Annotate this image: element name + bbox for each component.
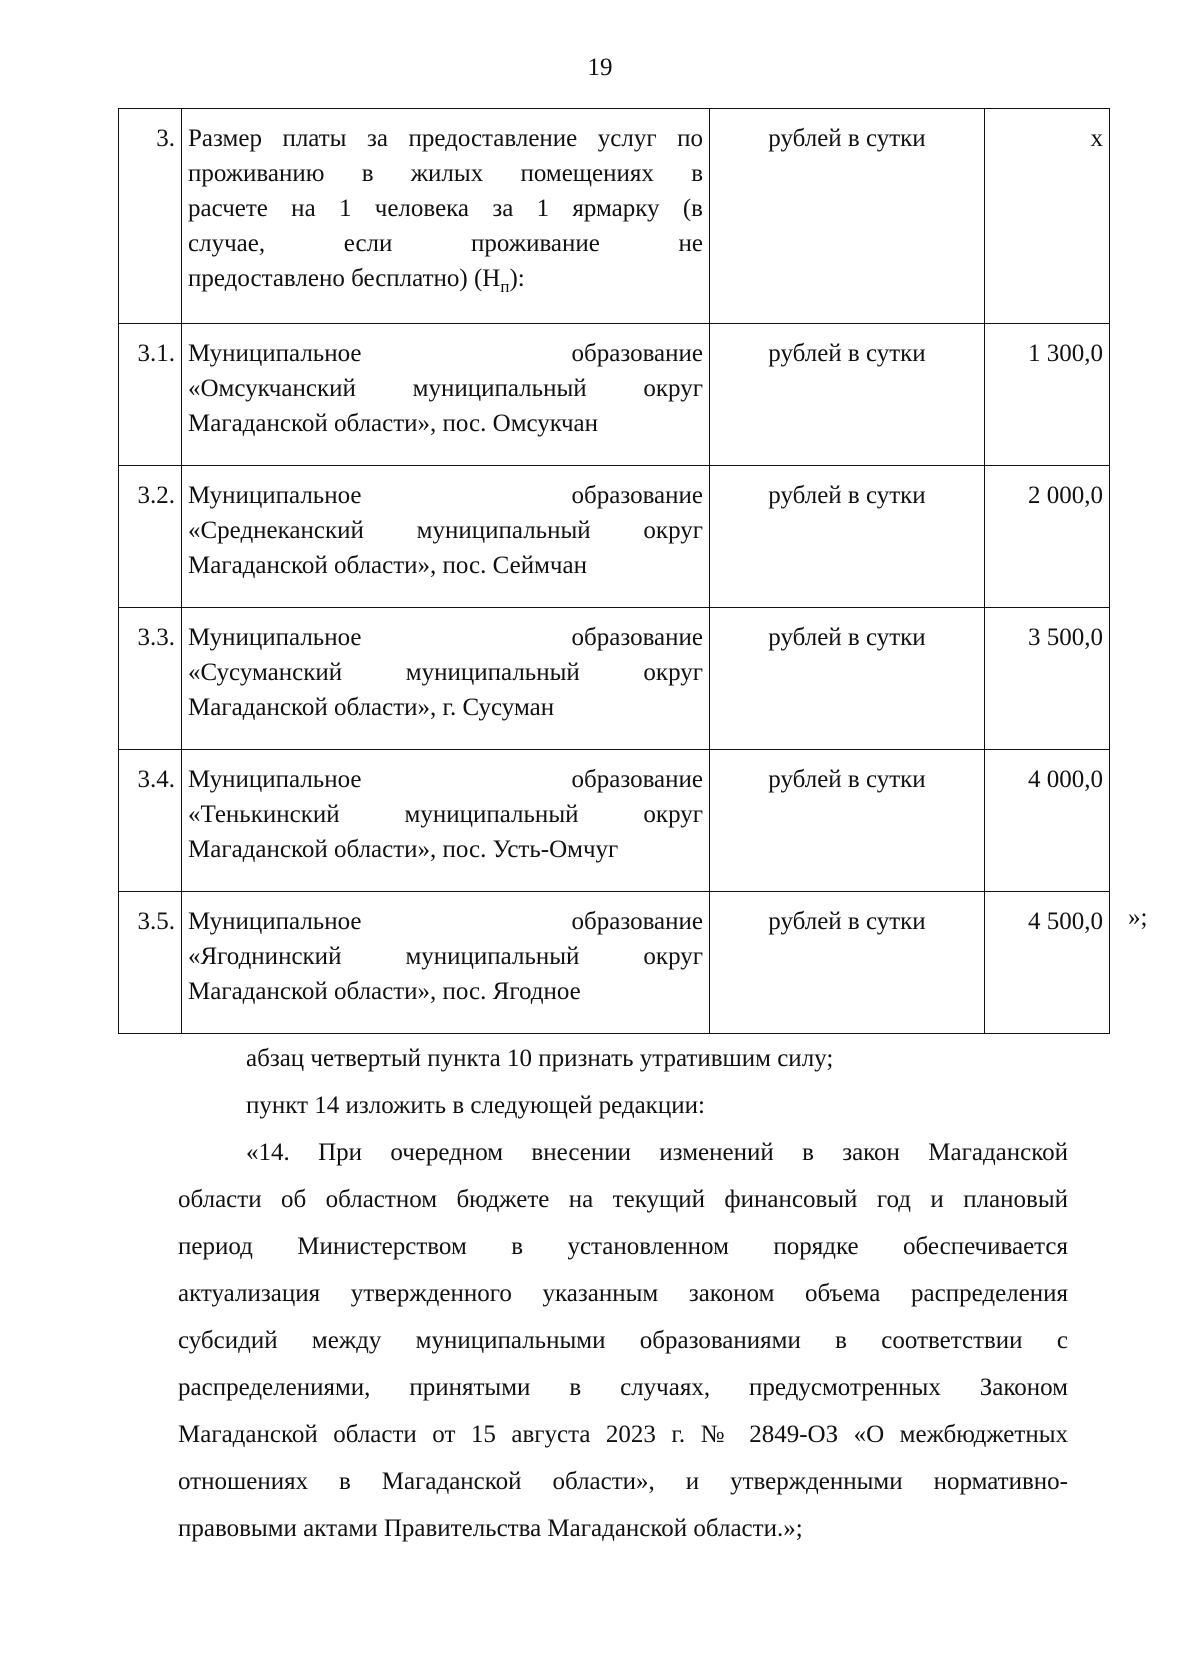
text-line: отношениях в Магаданской области», и утвержденными нормативно- — [178, 1468, 1068, 1495]
subscript: п — [500, 277, 510, 296]
row-value: 4 500,0 — [985, 892, 1110, 1034]
row-number: 3.3. — [119, 608, 182, 750]
description-text: ): — [509, 265, 525, 292]
description-line: Муниципальное образование — [188, 340, 703, 367]
row-unit: рублей в сутки — [710, 324, 985, 466]
table-row — [119, 750, 1110, 892]
row-value: 4 000,0 — [985, 750, 1110, 892]
table-row — [119, 109, 1110, 324]
paragraph-clause-10: абзац четвертый пункта 10 признать утратившим силу; — [246, 1045, 834, 1072]
fee-table — [118, 108, 1110, 1034]
row-unit: рублей в сутки — [710, 109, 985, 324]
description-line — [188, 261, 703, 304]
text-line: правовыми актами Правительства Магаданской области.»; — [178, 1515, 803, 1542]
amendment-text — [178, 1035, 1068, 1552]
row-number: 3.1. — [119, 324, 182, 466]
text-line: период Министерством в установленном порядке обеспечивается — [178, 1233, 1068, 1260]
row-unit: рублей в сутки — [710, 750, 985, 892]
description-line: Муниципальное образование — [188, 624, 703, 651]
closing-quote-mark: »; — [1128, 904, 1148, 931]
row-number: 3. — [119, 109, 182, 324]
row-value: 3 500,0 — [985, 608, 1110, 750]
row-description — [182, 892, 710, 1034]
table-row — [119, 324, 1110, 466]
description-line: «Тенькинский муниципальный округ — [188, 801, 703, 828]
description-line: Муниципальное образование — [188, 766, 703, 793]
row-value: 1 300,0 — [985, 324, 1110, 466]
text-line: актуализация утвержденного указанным законом объема распределения — [178, 1280, 1068, 1307]
row-number: 3.4. — [119, 750, 182, 892]
description-line: «Среднеканский муниципальный округ — [188, 517, 703, 544]
description-line: Магаданской области», пос. Омсукчан — [188, 410, 598, 437]
row-unit: рублей в сутки — [710, 466, 985, 608]
row-unit: рублей в сутки — [710, 608, 985, 750]
text-line: Магаданской области от 15 августа 2023 г. № 2849-ОЗ «О межбюджетных — [178, 1421, 1068, 1448]
description-line: «Омсукчанский муниципальный округ — [188, 375, 703, 402]
description-line: Муниципальное образование — [188, 908, 703, 935]
text-line: области об областном бюджете на текущий финансовый год и плановый — [178, 1186, 1068, 1213]
page-number: 19 — [587, 54, 613, 81]
paragraph-clause-14-text — [178, 1129, 1068, 1552]
text-line: субсидий между муниципальными образованиями в соответствии с — [178, 1327, 1068, 1354]
row-value: 2 000,0 — [985, 466, 1110, 608]
row-number: 3.5. — [119, 892, 182, 1034]
description-line: случае, если проживание не — [188, 230, 703, 257]
row-value: х — [985, 109, 1110, 324]
table-row — [119, 608, 1110, 750]
row-unit: рублей в сутки — [710, 892, 985, 1034]
table-row — [119, 466, 1110, 608]
row-number: 3.2. — [119, 466, 182, 608]
paragraph-clause-14-intro: пункт 14 изложить в следующей редакции: — [246, 1092, 705, 1119]
description-line: «Сусуманский муниципальный округ — [188, 659, 703, 686]
description-line: Магаданской области», пос. Сеймчан — [188, 552, 587, 579]
description-line: Магаданской области», пос. Ягодное — [188, 978, 581, 1005]
description-line: Магаданской области», г. Сусуман — [188, 694, 555, 721]
row-description — [182, 109, 710, 324]
description-line: расчете на 1 человека за 1 ярмарку (в — [188, 195, 703, 222]
row-description — [182, 324, 710, 466]
text-line: распределениями, принятыми в случаях, предусмотренных Законом — [178, 1374, 1068, 1401]
description-line: Магаданской области», пос. Усть-Омчуг — [188, 836, 619, 863]
description-line: проживанию в жилых помещениях в — [188, 160, 703, 187]
row-description — [182, 466, 710, 608]
description-line: «Ягоднинский муниципальный округ — [188, 943, 703, 970]
description-line: Муниципальное образование — [188, 482, 703, 509]
row-description — [182, 750, 710, 892]
text-line: «14. При очередном внесении изменений в закон Магаданской — [246, 1139, 1068, 1166]
description-text: предоставлено бесплатно) (Н — [188, 265, 501, 292]
description-line: Размер платы за предоставление услуг по — [188, 125, 703, 152]
row-description — [182, 608, 710, 750]
table-row — [119, 892, 1110, 1034]
